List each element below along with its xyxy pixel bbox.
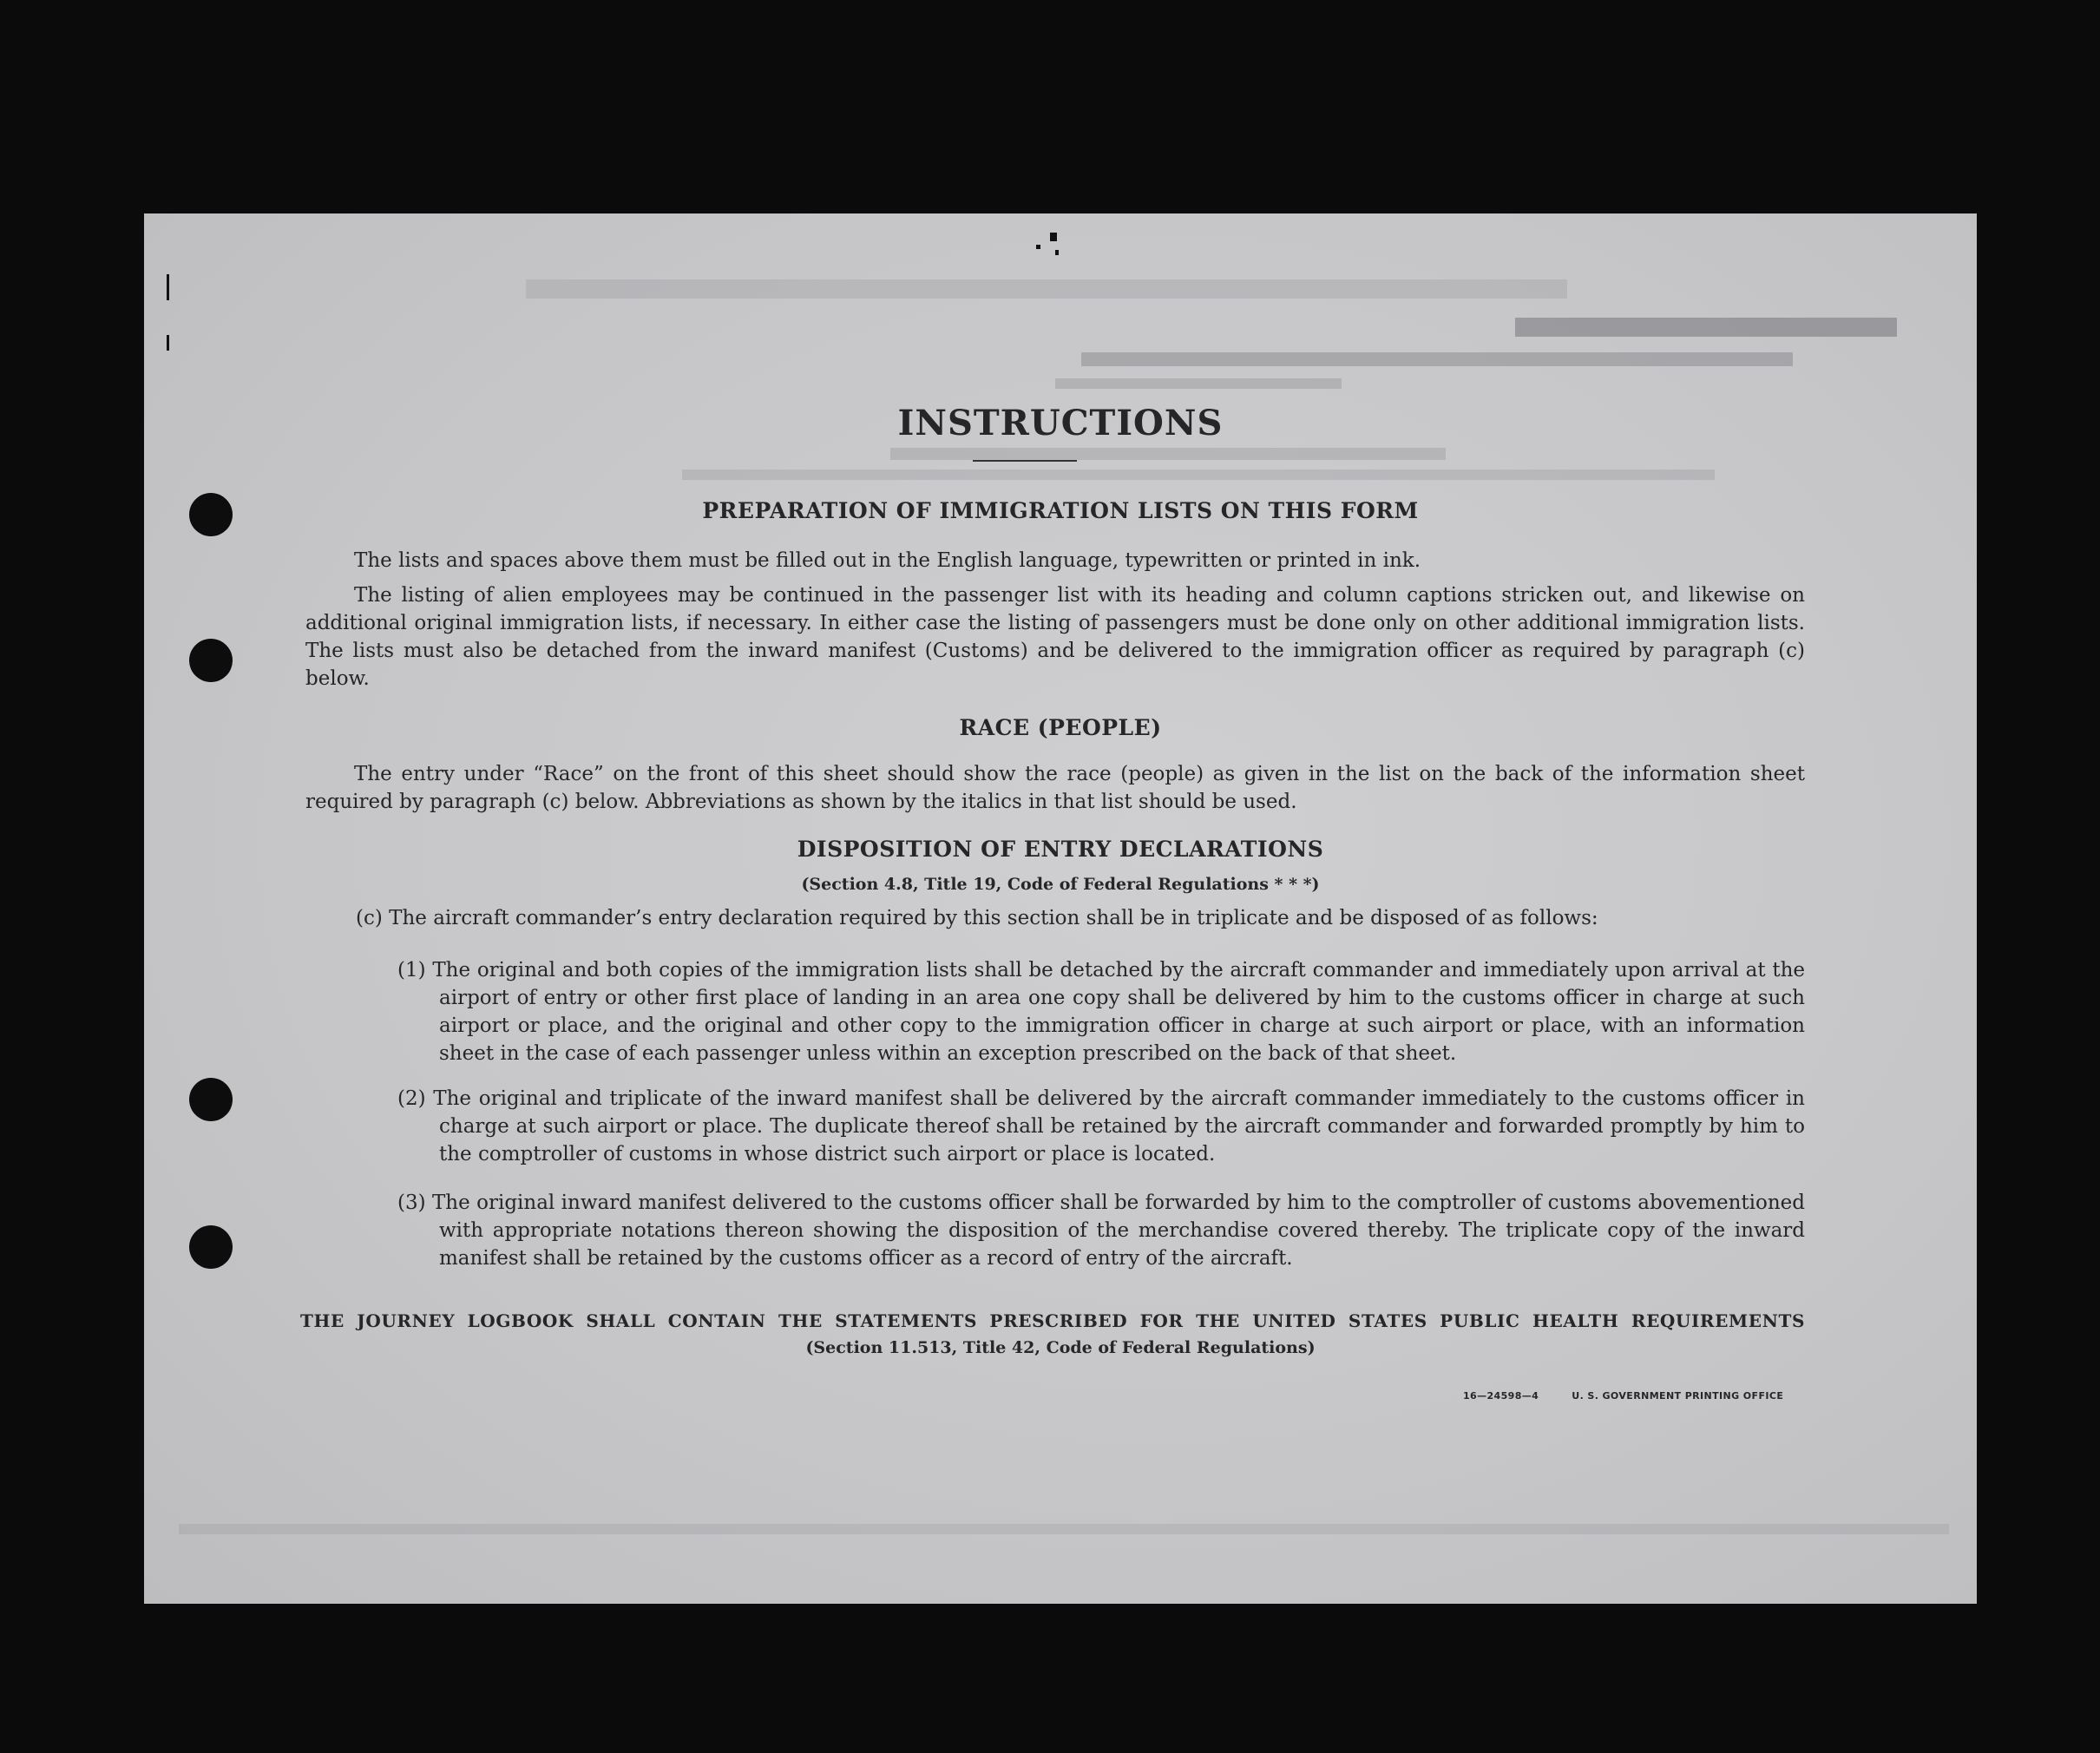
section-heading-disposition: DISPOSITION OF ENTRY DECLARATIONS (797, 837, 1324, 862)
form-number: 16—24598—4 (1463, 1390, 1539, 1402)
document-page (144, 213, 1977, 1604)
list-item-1: (1) The original and both copies of the immigration lists shall be detached by the aircraft commander and immediately upon arrival at the airport of entry or other first place of landing in an area one copy shall be delivered by him to the customs officer in charge at such airport or place, and the original and other copy to the immigration officer in charge at such airport or place, with an information sheet in the case of each passenger unless within an exception prescribed on the back of that sheet. (397, 959, 1805, 1065)
title-underline (973, 460, 1077, 462)
printer-name: U. S. GOVERNMENT PRINTING OFFICE (1572, 1390, 1784, 1402)
paragraph-c-intro: (c) The aircraft commander’s entry declaration required by this section shall be in triplicate and be disposed of as follows: (356, 907, 1598, 929)
print-imprint (1463, 1390, 1816, 1402)
section-heading-race: RACE (PEOPLE) (959, 715, 1162, 740)
paragraph-alien-employees: The listing of alien employees may be continued in the passenger list with its heading and column captions stricken out, and likewise on additional original immigration lists, if necessary. In either case the listing of passengers must be done only on other additional immigration lists. The lists must also be detached from the inward manifest (Customs) and be delivered to the immigration officer as required by paragraph (c) below. (305, 584, 1805, 690)
page-title: INSTRUCTIONS (897, 403, 1224, 443)
section-heading-preparation: PREPARATION OF IMMIGRATION LISTS ON THIS FORM (702, 498, 1419, 523)
section-citation: (Section 4.8, Title 19, Code of Federal Regulations * * *) (801, 875, 1320, 894)
paragraph-lists-language: The lists and spaces above them must be filled out in the English language, typewritten or printed in ink. (354, 549, 1421, 572)
instructions-content (144, 213, 1977, 1604)
list-item-3: (3) The original inward manifest delivered to the customs officer shall be forwarded by him to the comptroller of customs abovementioned with appropriate notations thereon showing the disposition of the merchandise covered thereby. The triplicate copy of the inward manifest shall be retained by the customs officer as a record of entry of the aircraft. (397, 1192, 1805, 1270)
public-health-statement: THE JOURNEY LOGBOOK SHALL CONTAIN THE STATEMENTS PRESCRIBED FOR THE UNITED STATES PUBLIC HEALTH REQUIREMENTS (300, 1310, 1805, 1331)
public-health-citation: (Section 11.513, Title 42, Code of Federal Regulations) (805, 1338, 1316, 1357)
paragraph-race: The entry under “Race” on the front of this sheet should show the race (people) as given in the list on the back of the information sheet required by paragraph (c) below. Abbreviations as shown by the italics in that list should be used. (305, 763, 1805, 813)
list-item-2: (2) The original and triplicate of the inward manifest shall be delivered by the aircraft commander immediately to the customs officer in charge at such airport or place. The duplicate thereof shall be retained by the aircraft commander and forwarded promptly by him to the comptroller of customs in whose district such airport or place is located. (397, 1087, 1805, 1165)
